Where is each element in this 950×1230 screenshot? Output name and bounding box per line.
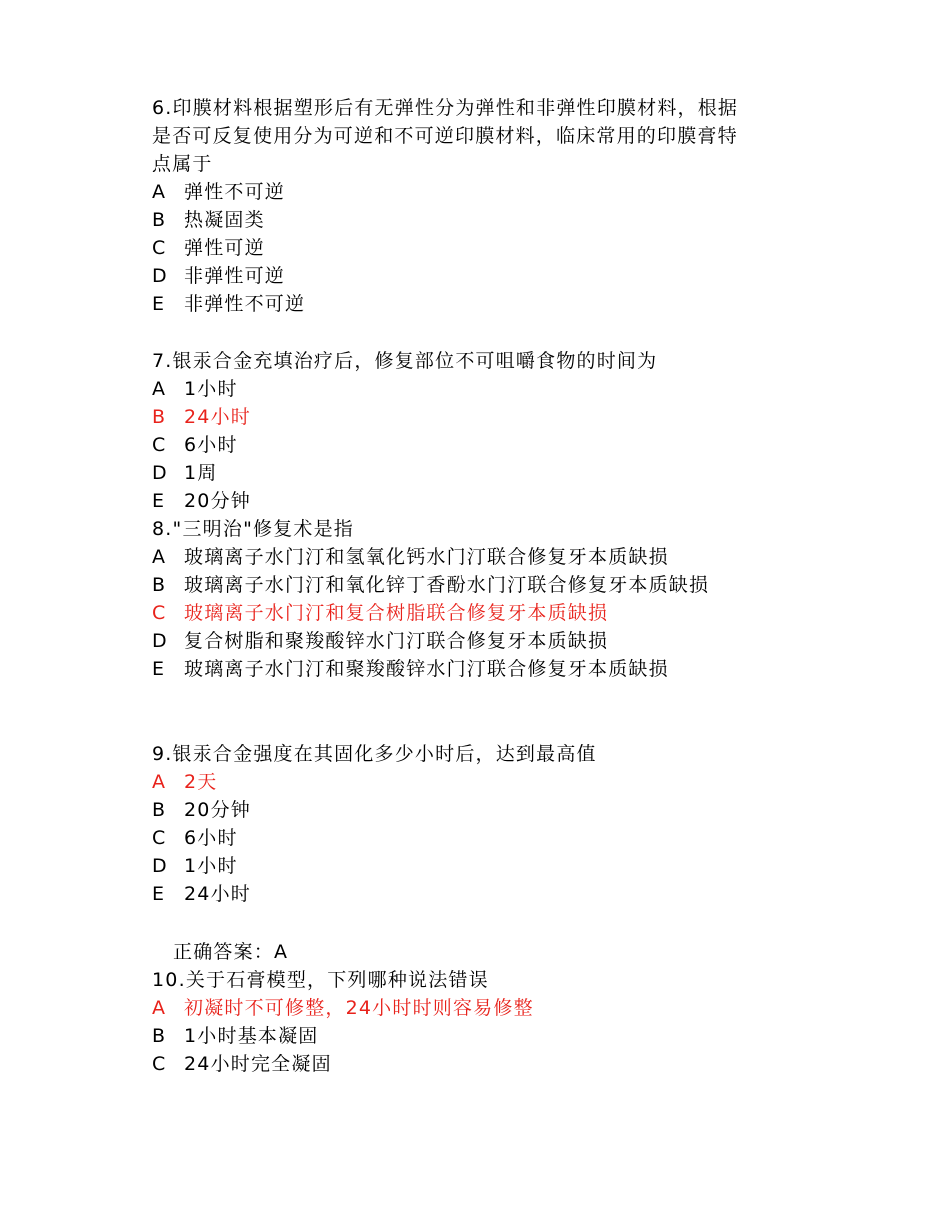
q6-option-c: C 弹性可逆 bbox=[152, 237, 265, 259]
q6-option-a: A 弹性不可逆 bbox=[152, 181, 286, 203]
q8-option-d: D 复合树脂和聚羧酸锌水门汀联合修复牙本质缺损 bbox=[152, 630, 609, 652]
q8-stem: 8."三明治"修复术是指 bbox=[152, 518, 355, 540]
q8-option-e: E 玻璃离子水门汀和聚羧酸锌水门汀联合修复牙本质缺损 bbox=[152, 658, 669, 680]
q10-option-b: B 1小时基本凝固 bbox=[152, 1025, 319, 1047]
q9-stem: 9.银汞合金强度在其固化多少小时后，达到最高值 bbox=[152, 743, 597, 765]
q9-option-d: D 1小时 bbox=[152, 855, 238, 877]
q7-stem: 7.银汞合金充填治疗后，修复部位不可咀嚼食物的时间为 bbox=[152, 350, 658, 372]
q6-stem-line-2: 是否可反复使用分为可逆和不可逆印膜材料，临床常用的印膜膏特 bbox=[152, 125, 738, 147]
q10-option-a-correct: A 初凝时不可修整，24小时时则容易修整 bbox=[152, 997, 534, 1019]
q10-option-c: C 24小时完全凝固 bbox=[152, 1053, 332, 1075]
q6-option-e: E 非弹性不可逆 bbox=[152, 293, 306, 315]
q6-stem-line-3: 点属于 bbox=[152, 153, 213, 175]
q7-option-d: D 1周 bbox=[152, 462, 218, 484]
q9-correct-answer: 正确答案：A bbox=[173, 941, 289, 963]
q6-option-d: D 非弹性可逆 bbox=[152, 265, 286, 287]
q9-option-e: E 24小时 bbox=[152, 883, 251, 905]
q9-option-b: B 20分钟 bbox=[152, 799, 251, 821]
q9-option-c: C 6小时 bbox=[152, 827, 238, 849]
q8-option-a: A 玻璃离子水门汀和氢氧化钙水门汀联合修复牙本质缺损 bbox=[152, 546, 669, 568]
q8-option-b: B 玻璃离子水门汀和氧化锌丁香酚水门汀联合修复牙本质缺损 bbox=[152, 574, 710, 596]
q9-option-a-correct: A 2天 bbox=[152, 771, 218, 793]
q6-option-b: B 热凝固类 bbox=[152, 209, 265, 231]
q7-option-b-correct: B 24小时 bbox=[152, 406, 251, 428]
q7-option-e: E 20分钟 bbox=[152, 490, 251, 512]
q10-stem: 10.关于石膏模型，下列哪种说法错误 bbox=[152, 969, 489, 991]
q8-option-c-correct: C 玻璃离子水门汀和复合树脂联合修复牙本质缺损 bbox=[152, 602, 609, 624]
q7-option-a: A 1小时 bbox=[152, 378, 238, 400]
q6-stem-line-1: 6.印膜材料根据塑形后有无弹性分为弹性和非弹性印膜材料，根据 bbox=[152, 97, 739, 119]
q7-option-c: C 6小时 bbox=[152, 434, 238, 456]
